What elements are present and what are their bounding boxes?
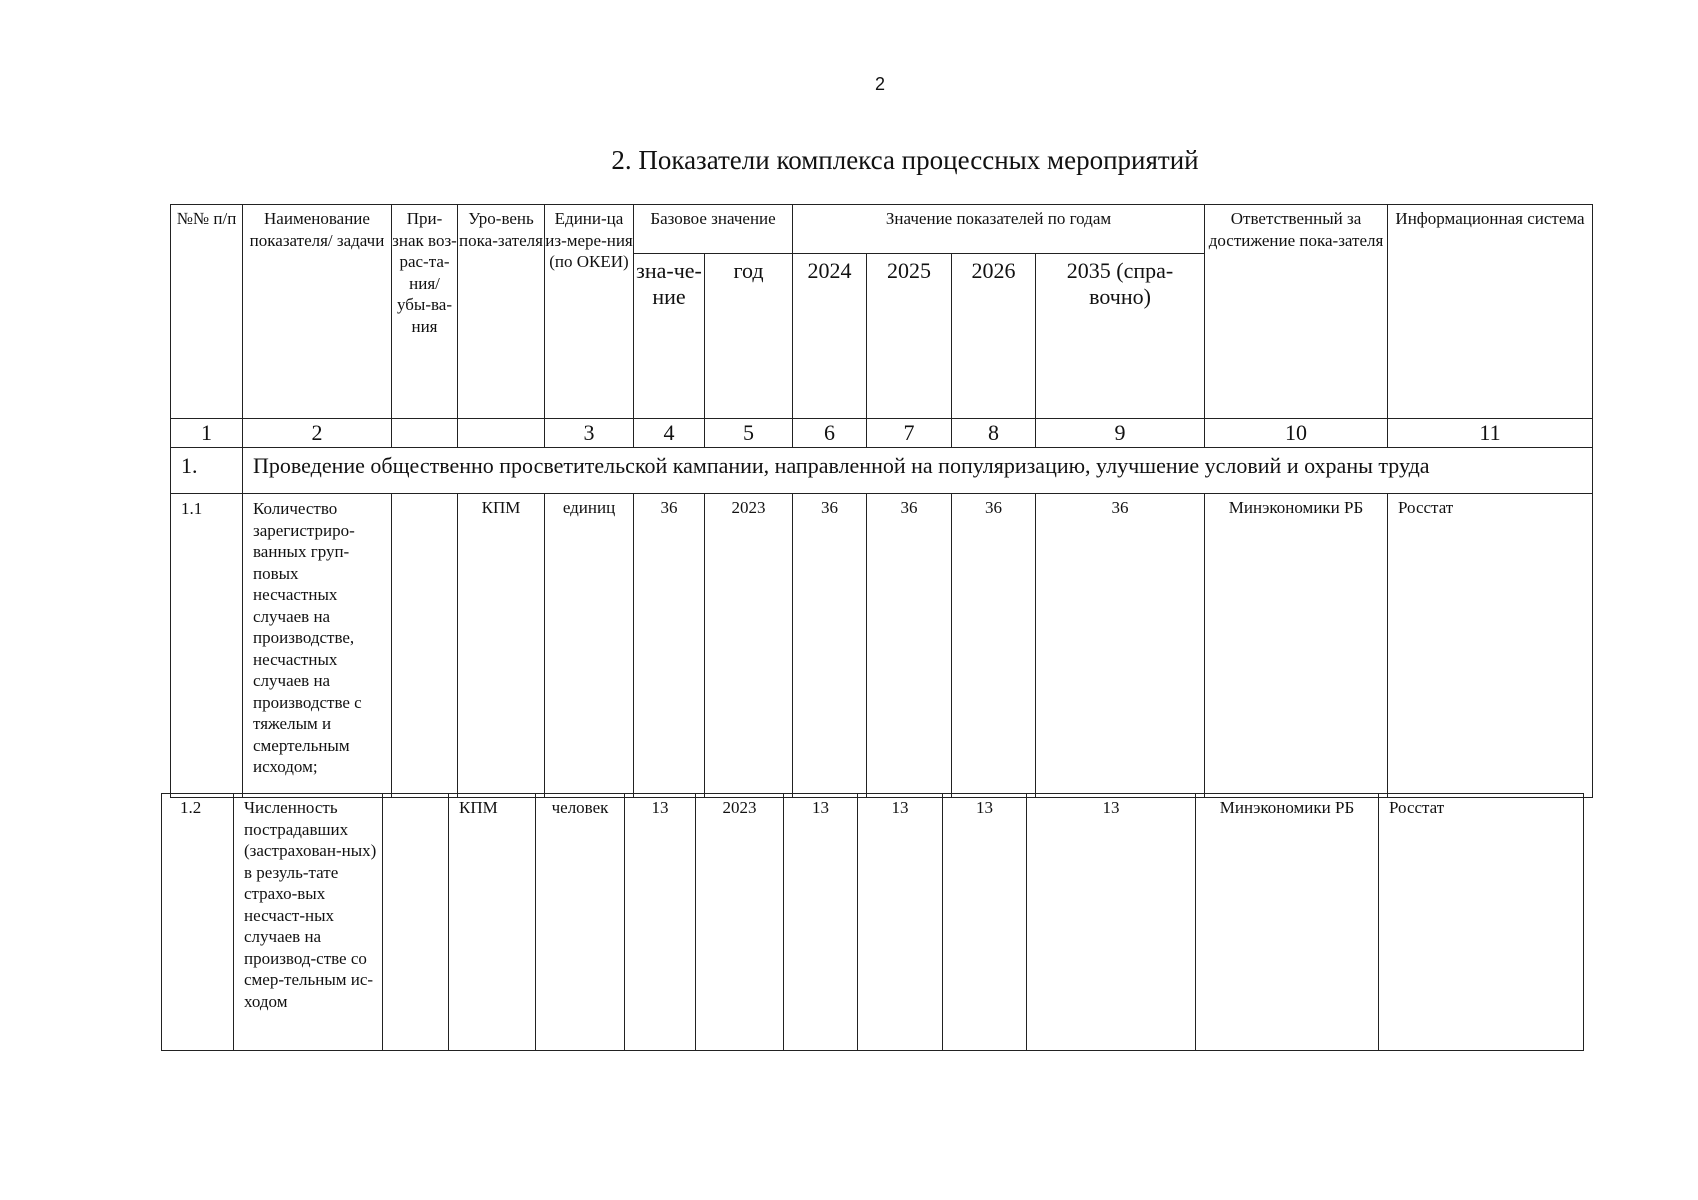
header-base-year: год <box>705 254 793 419</box>
column-number-blank-b <box>458 419 545 448</box>
info-system: Росстат <box>1379 794 1584 1051</box>
page-number: 2 <box>874 74 885 94</box>
column-number-11: 11 <box>1388 419 1593 448</box>
indicators-table <box>170 204 1593 798</box>
header-level: Уро-вень пока-зателя <box>458 205 545 419</box>
header-name: Наименование показателя/ задачи <box>243 205 392 419</box>
info-system: Росстат <box>1388 494 1593 798</box>
value-2025: 13 <box>858 794 943 1051</box>
header-year-2026: 2026 <box>952 254 1036 419</box>
column-number-4: 4 <box>634 419 705 448</box>
header-base-value: зна-че-ние <box>634 254 705 419</box>
header-info-system: Информационная система <box>1388 205 1593 419</box>
header-unit: Едини-ца из-мере-ния (по ОКЕИ) <box>545 205 634 419</box>
header-num: №№ п/п <box>171 205 243 419</box>
indicator-sign <box>392 494 458 798</box>
base-year: 2023 <box>696 794 784 1051</box>
section-number: 1. <box>171 448 243 494</box>
column-number-8: 8 <box>952 419 1036 448</box>
column-number-3: 3 <box>545 419 634 448</box>
header-year-2024: 2024 <box>793 254 867 419</box>
column-number-9: 9 <box>1036 419 1205 448</box>
base-value: 13 <box>625 794 696 1051</box>
base-value: 36 <box>634 494 705 798</box>
indicator-name: Численность пострадавших (застрахован-ных) в резуль-тате страхо-вых несчаст-ных случаев на производ-стве со смер-тельным ис-ходом <box>234 794 383 1051</box>
indicator-unit: человек <box>536 794 625 1051</box>
header-years-group: Значение показателей по годам <box>793 205 1205 254</box>
indicators-table-continuation <box>161 793 1584 1051</box>
page-title: 2. Показатели комплекса процессных мероприятий <box>611 145 1199 175</box>
table-row <box>171 494 1593 798</box>
column-number-5: 5 <box>705 419 793 448</box>
column-number-1: 1 <box>171 419 243 448</box>
column-number-2: 2 <box>243 419 392 448</box>
indicator-level: КПМ <box>458 494 545 798</box>
column-number-7: 7 <box>867 419 952 448</box>
column-number-6: 6 <box>793 419 867 448</box>
header-sign: При-знак воз-рас-та-ния/ убы-ва-ния <box>392 205 458 419</box>
value-2025: 36 <box>867 494 952 798</box>
base-year: 2023 <box>705 494 793 798</box>
header-base-group: Базовое значение <box>634 205 793 254</box>
column-number-blank-a <box>392 419 458 448</box>
value-2024: 13 <box>784 794 858 1051</box>
indicator-level: КПМ <box>449 794 536 1051</box>
table-row <box>162 794 1584 1051</box>
header-responsible: Ответственный за достижение пока-зателя <box>1205 205 1388 419</box>
responsible: Минэкономики РБ <box>1196 794 1379 1051</box>
indicator-sign <box>383 794 449 1051</box>
column-number-10: 10 <box>1205 419 1388 448</box>
value-2035: 36 <box>1036 494 1205 798</box>
header-year-2035: 2035 (спра-вочно) <box>1036 254 1205 419</box>
value-2024: 36 <box>793 494 867 798</box>
value-2026: 13 <box>943 794 1027 1051</box>
header-year-2025: 2025 <box>867 254 952 419</box>
responsible: Минэкономики РБ <box>1205 494 1388 798</box>
value-2035: 13 <box>1027 794 1196 1051</box>
row-number: 1.1 <box>171 494 243 798</box>
value-2026: 36 <box>952 494 1036 798</box>
indicator-unit: единиц <box>545 494 634 798</box>
section-title: Проведение общественно просветительской кампании, направленной на популяризацию, улучшение условий и охраны труда <box>243 448 1593 494</box>
indicator-name: Количество зарегистриро-ванных груп-повых несчастных случаев на производстве, несчастных случаев на производстве с тяжелым и смертельным исходом; <box>243 494 392 798</box>
row-number: 1.2 <box>162 794 234 1051</box>
